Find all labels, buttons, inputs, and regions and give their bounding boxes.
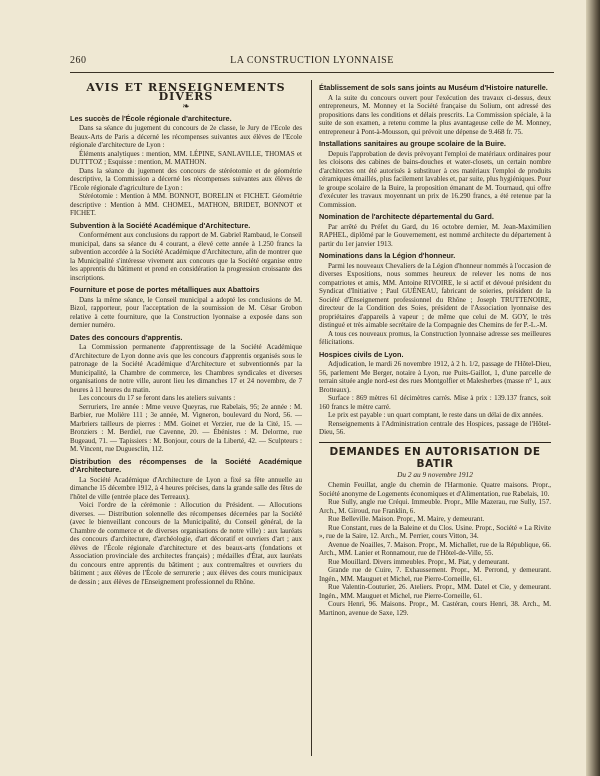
article-heading: Subvention à la Société Académique d'Architecture. — [70, 220, 251, 230]
right-column — [319, 80, 551, 770]
article-paragraph: Les concours du 17 se feront dans les ateliers suivants : — [79, 394, 236, 402]
article-paragraph: Renseignements à l'Administration centrale des Hospices, passage de l'Hôtel-Dieu, 56. — [319, 419, 551, 436]
article-heading: Dates des concours d'apprentis. — [70, 332, 183, 342]
permit-entry: Grande rue de Cuire, 7. Exhaussement. Propr., M. Perrond, y demeurant. Ingén., MM. Mauguet et Michel, rue Pierre-Corneille, 61. — [319, 566, 551, 583]
article-heading: Installations sanitaires au groupe scolaire de la Buire. — [319, 139, 506, 148]
permits-date: Du 2 au 9 novembre 1912 — [397, 469, 473, 479]
article-heading: Nomination de l'architecte départemental du Gard. — [319, 212, 494, 221]
article-paragraph: Depuis l'approbation de devis prévoyant l'emploi de matériaux ordinaires pour les cloisons des cabines de bains-douches et water-closets, un certain nombre d'architectes ont été autorisés à substituer à ces matériaux l'emploi de produits céramiques émaillés, plus facilement lavables et, par suite, plus hygiéniques. Pour le groupe scolaire de la Buire, la proposition émanant de M. Tournaud, qui offre d'exécuter les travaux moyennant un prix de 16.290 francs, a été retenue par la Commission. — [319, 149, 551, 209]
header-rule — [70, 72, 554, 73]
article-paragraph: Éléments analytiques : mention, MM. LÉPINE, SANLAVILLE, THOMAS et DUTTTOZ ; Esquisse : mention, M. MATHON. — [70, 149, 302, 166]
left-column — [70, 80, 302, 770]
article-paragraph: Parmi les nouveaux Chevaliers de la Légion d'honneur nommés à l'occasion de diverses Expositions, nous sommes heureux de relever les noms de nos compatriotes et amis, MM. Antoine RIVOIRE, le si actif et dévoué président du Syndicat d'Initiative ; Paul GUÉNEAU, fabricant de soieries, président de la Société d'Enseignement professionnel du Rhône ; Joseph TRUTTENOIRE, directeur de la Condition des Soies, président de l'Association lyonnaise des propriétaires d'appareils à vapeur ; de même que celui de M. GOY, le très distingué et très aimable secrétaire de la Compagnie des Chemins de fer P.-L.-M. — [319, 261, 551, 329]
article-paragraph: Stéréotomie : Mention à MM. BONNOT, BORELIN et FICHET. Géométrie descriptive : Mention à MM. CHOMEL, MATHON, BRIDET, BONNOT et FICHET. — [70, 192, 302, 217]
page-number: 260 — [70, 55, 87, 66]
permit-entry: Cours Henri, 96. Maisons. Propr., M. Castéran, cours Henri, 38. Arch., M. Martinon, avenue de Saxe, 129. — [319, 600, 551, 617]
article-paragraph: Adjudication, le mardi 26 novembre 1912, à 2 h. 1/2, passage de l'Hôtel-Dieu, 56, parlement Me Berger, notaire à Lyon, rue Puits-Gaillot, 1, d'une parcelle de terrain située angle nord-est des rues Montgolfier et Malesherbes (masse n° 1, aux Brotteaux). — [319, 360, 551, 394]
permit-entry: Rue Belleville. Maison. Propr., M. Maire, y demeurant. — [328, 515, 485, 523]
permit-entry: Rue Constant, rues de la Baleine et du Clos. Usine. Propr., Société « La Rivite », rue de la Saire, 12. Arch., M. Perrier, cours Vitton, 34. — [319, 523, 551, 540]
article-paragraph: La Société Académique d'Architecture de Lyon a fixé sa fête annuelle au dimanche 15 décembre 1912, à 4 heures précises, dans la grande salle des fêtes de l'hôtel de ville (entrée place des Terreaux). — [70, 475, 302, 501]
article-heading: Les succès de l'École régionale d'architecture. — [70, 113, 232, 123]
article-paragraph: Dans la même séance, le Conseil municipal a adopté les conclusions de M. Bizol, rapporteur, pour l'acceptation de la soumission de M. César Grobon relative à cette fourniture, que la Construction lyonnaise a exposée dans son dernier numéro. — [70, 295, 302, 329]
article-paragraph: Surface : 869 mètres 61 décimètres carrés. Mise à prix : 139.137 francs, soit 160 francs le mètre carré. — [319, 394, 551, 411]
article-paragraph: Dans sa séance du jugement du concours de 2e classe, le Jury de l'Ecole des Beaux-Arts de Paris a décerné les récompenses suivantes aux élèves de l'Ecole régionale d'architecture de Lyon : — [70, 124, 302, 149]
building-permits-section — [319, 442, 551, 618]
article-heading: Distribution des récompenses de la Société Académique d'Architecture. — [70, 456, 302, 474]
permits-list — [319, 481, 551, 617]
running-header — [70, 55, 554, 69]
article-paragraph: Serruriers, 1re année : Mme veuve Queyras, rue Rabelais, 95; 2e année : M. Barbier, rue Molière 111 ; 3e année, M. Vigneron, boulevard du Nord, 56. — Marbriers tailleurs de pierres : MM. Goinet et Verzier, rue de la Cité, 15. — Bronziers : M. Berdiel, rue Cavenne, 20. — Ébénistes : M. Delorme, rue Bugeaud, 71. — Tapissiers : M. Bonjour, cours de la Liberté, 42. — Sculpteurs : M. Vincent, rue Duguesclin, 112. — [70, 402, 302, 453]
article-paragraph: Conformément aux conclusions du rapport de M. Gabriel Rambaud, le Conseil municipal, dans sa séance du 4 courant, a élevé cette année à 1.250 francs la subvention accordée à la Société Académique d'Architecture, afin de montrer que la Municipalité s'intéresse vivement aux concours que la Société organise entre les apprentis du bâtiment et prend en considération la progression croissante des inscriptions. — [70, 231, 302, 282]
article-paragraph: Dans la séance du jugement des concours de stéréotomie et de géométrie descriptive, la Commission a décerné les récompenses suivantes aux élèves de l'Ecole régionale d'agriculture de Lyon : — [70, 166, 302, 192]
article-heading: Hospices civils de Lyon. — [319, 349, 404, 359]
permit-entry: Rue Sully, angle rue Créqui. Immeuble. Propr., Mlle Mazerau, rue Sully, 157. Arch., M. Giroud, rue Franklin, 6. — [319, 498, 551, 515]
right-articles — [319, 84, 551, 437]
permit-entry: Rue Mouillard. Divers immeubles. Propr., M. Piat, y demeurant. — [328, 557, 510, 566]
article-heading: Établissement de sols sans joints au Muséum d'Histoire naturelle. — [319, 83, 548, 92]
left-articles — [70, 115, 302, 587]
page-gutter-shadow — [586, 0, 600, 776]
article-paragraph: A la suite du concours ouvert pour l'exécution des travaux ci-dessus, deux entrepreneurs, M. Monney et la Société française du Solium, ont adressé des propositions dans les conditions et délais prescrits. La Commission spéciale, à la suite de son examen, a retenu comme la plus avantageuse celle de M. Monney, entrepreneur à Pont-à-Mousson, qui prévoit une dépense de 9.468 fr. 75. — [319, 93, 551, 136]
permit-entry: Rue Valentin-Couturier, 26. Ateliers. Propr., MM. Datel et Cie, y demeurant. Ingén., MM. Mauguet et Michel, rue Pierre-Corneille, 61. — [319, 583, 551, 600]
article-paragraph: A tous ces nouveaux promus, la Construction lyonnaise adresse ses meilleures félicitations. — [319, 329, 551, 346]
permit-entry: Chemin Feuillat, angle du chemin de l'Harmonie. Quatre maisons. Propr., Société anonyme de Logements économiques et d'Alimentation, rue Rabelais, 10. — [319, 481, 551, 498]
article-heading: Nominations dans la Légion d'honneur. — [319, 251, 456, 260]
section-title: AVIS ET RENSEIGNEMENTS DIVERS — [86, 81, 286, 103]
permit-entry: Avenue de Noailles, 7. Maison. Propr., M. Michallet, rue de la République, 66. Arch., MM. Lanier et Ronnamour, rue de l'Hôtel-de-Ville, 55. — [319, 540, 551, 557]
article-heading: Fourniture et pose de portes métalliques aux Abattoirs — [70, 285, 260, 294]
article-paragraph: Le prix est payable : un quart comptant, le reste dans un délai de dix années. — [328, 411, 544, 419]
permits-title: DEMANDES EN AUTORISATION DE BATIR — [329, 445, 541, 470]
column-divider — [311, 80, 312, 756]
article-paragraph: La Commission permanente d'apprentissage de la Société Académique d'Architecture de Lyon donne avis que les concours d'apprentis organisés sous le patronage de la Société Académique d'Architecture et subventionnés par la Municipalité, la Chambre de commerce, les Chambres syndicales et diverses organisations de notre ville, auront lieu les dimanches 17 et 24 novembre, de 7 heures à 11 heures du matin. — [70, 343, 302, 394]
journal-title: LA CONSTRUCTION LYONNAISE — [230, 55, 394, 66]
article-paragraph: Par arrêté du Préfet du Gard, du 16 octobre dernier, M. Jean-Maximilien RAPHEL, diplômé par le Gouvernement, est nommé architecte du département à partir du 1er janvier 1913. — [319, 222, 551, 248]
article-paragraph: Voici l'ordre de la cérémonie : Allocution du Président. — Allocutions diverses. — Distribution solennelle des récompenses décernées par la Société (avec le bienveillant concours de la Municipalité, du Conseil général, de la Chambre de commerce et de diverses organisations de notre ville) : aux lauréats des concours d'architecture, d'archéologie, d'art décoratif et ouvriers d'art ; aux élèves de l'École régionale d'architecture et des beaux-arts (fondations et Association provinciale des architectes français) ; médailles d'État, aux lauréats du concours entre apprentis du bâtiment ; aux contremaîtres et ouvriers du bâtiment ; aux élèves de l'École de serrurerie ; aux élèves des cours municipaux de dessin ; aux élèves de l'Enseignement professionnel du Rhône. — [70, 501, 302, 586]
fleuron-ornament: ❧ — [182, 101, 190, 111]
